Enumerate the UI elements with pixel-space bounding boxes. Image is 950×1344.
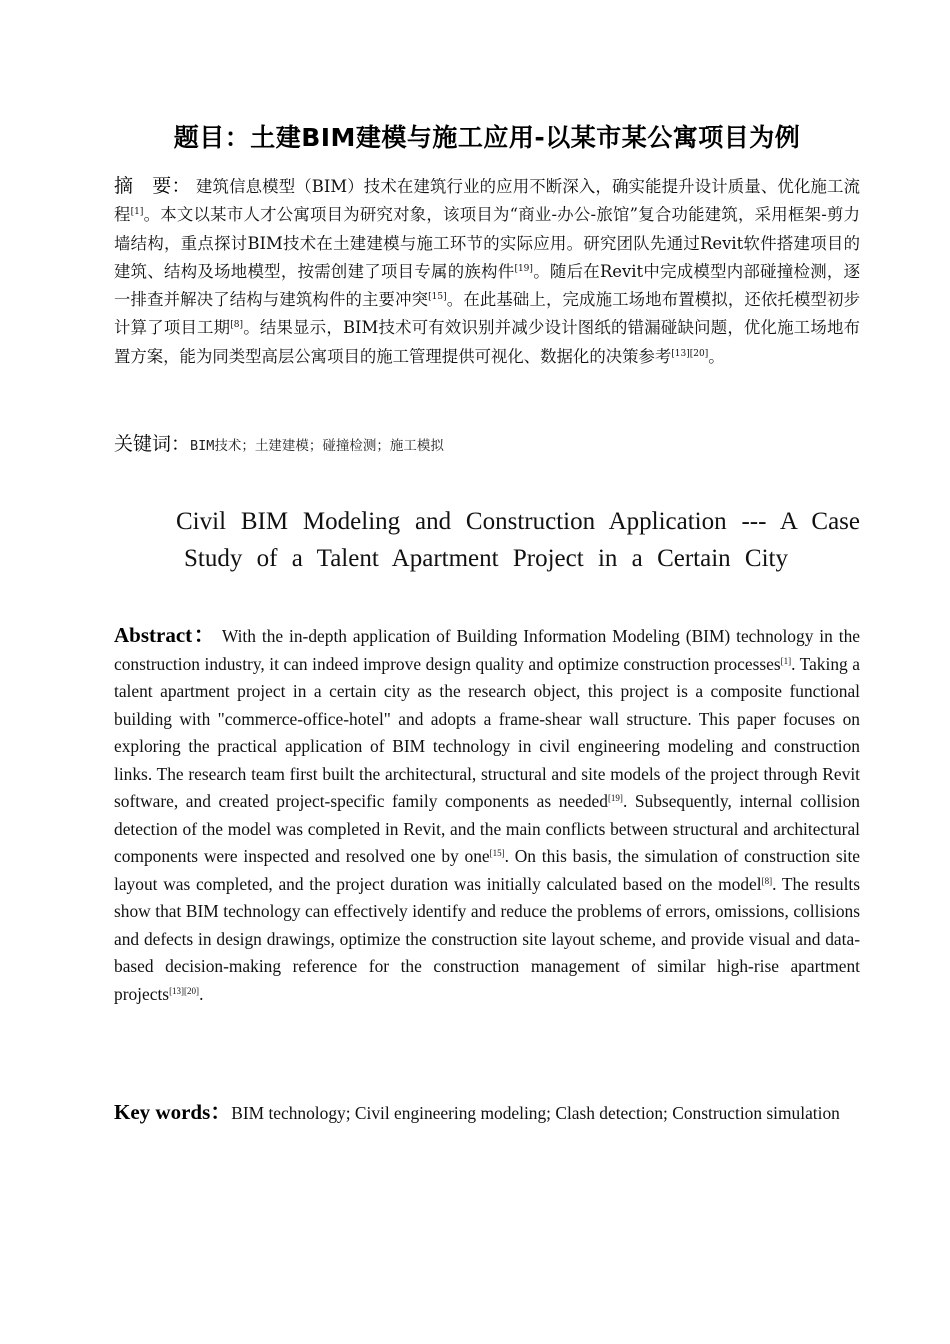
chinese-keywords-label: 关键词：	[114, 433, 191, 455]
chinese-keywords	[114, 430, 860, 460]
english-keywords-text: BIM technology; Civil engineering modeling; Clash detection; Construction simulation	[231, 1103, 840, 1123]
citation-ref: [13][20]	[169, 985, 200, 996]
abstract-text-run: 。	[708, 346, 725, 366]
abstract-text-run: . Subsequently, internal collision detection of the model was completed in Revit, and the main conflicts between structural and architectural components were inspected and resolved one by one	[114, 791, 860, 866]
abstract-text-run: .	[199, 983, 204, 1004]
english-keywords	[114, 1095, 860, 1130]
citation-ref: [1]	[130, 207, 144, 218]
citation-ref: [19]	[514, 263, 533, 274]
english-abstract-text	[114, 626, 860, 1004]
citation-ref: [8]	[761, 875, 773, 886]
english-title	[176, 503, 860, 577]
english-abstract	[114, 622, 860, 1008]
citation-ref: [19]	[607, 793, 623, 803]
abstract-text-run: 。在此基础上，完成施工场地布置模拟，还依托模型初步计算了项目工期	[114, 290, 861, 338]
chinese-abstract-label: 摘 要：	[114, 175, 191, 197]
english-title-line-1: Civil BIM Modeling and Construction Application --- A Case	[176, 508, 860, 535]
citation-ref: [13][20]	[671, 348, 709, 359]
chinese-abstract-text	[114, 177, 860, 366]
abstract-text-run: . On this basis, the simulation of construction site layout was completed, and the project duration was initially calculated based on the model	[114, 846, 860, 894]
abstract-text-run: 。本文以某市人才公寓项目为研究对象，该项目为“商业-办公-旅馆”复合功能建筑，采用框架-剪力墙结构，重点探讨BIM技术在土建建模与施工环节的实际应用。研究团队先通过Revit软件搭建项目的建筑、结构及场地模型，按需创建了项目专属的族构件	[114, 205, 861, 281]
citation-ref: [15]	[489, 848, 505, 858]
abstract-text-run: . Taking a talent apartment project in a certain city as the research object, this project is a composite functional building with "commerce-office-hotel" and adopts a frame-shear wall structure. This paper focuses on exploring the practical application of BIM technology in civil engineering modeling and construction links. The research team first built the architectural, structural and site models of the project through Revit software, and created project-specific family components as needed	[114, 653, 860, 811]
chinese-abstract	[114, 172, 860, 371]
abstract-text-run: 建筑信息模型（BIM）技术在建筑行业的应用不断深入，确实能提升设计质量、优化施工流程	[114, 177, 860, 225]
english-keywords-label: Key words：	[114, 1100, 232, 1124]
citation-ref: [15]	[428, 292, 447, 303]
abstract-text-run: With the in-depth application of Building Information Modeling (BIM) technology in the construction industry, it can indeed improve design quality and optimize construction processes	[114, 626, 860, 674]
abstract-text-run: . The results show that BIM technology can effectively identify and reduce the problems of errors, omissions, collisions and defects in design drawings, optimize the construction site layout scheme, and provide visual and data-based decision-making reference for the construction management of similar high-rise apartment projects	[114, 873, 861, 1004]
citation-ref: [1]	[780, 655, 792, 666]
english-title-line-2: Study of a Talent Apartment Project in a Certain City	[184, 545, 788, 572]
abstract-text-run: 。结果显示，BIM技术可有效识别并减少设计图纸的错漏碰缺问题，优化施工场地布置方案，能为同类型高层公寓项目的施工管理提供可视化、数据化的决策参考	[114, 318, 860, 366]
english-abstract-label: Abstract：	[114, 623, 217, 647]
chinese-title: 题目：土建BIM建模与施工应用-以某市某公寓项目为例	[173, 123, 801, 152]
abstract-text-run: 。随后在Revit中完成模型内部碰撞检测，逐一排查并解决了结构与建筑构件的主要冲突	[114, 261, 860, 310]
chinese-keywords-text: BIM技术；土建建模；碰撞检测；施工模拟	[190, 438, 444, 454]
citation-ref: [8]	[230, 320, 244, 331]
